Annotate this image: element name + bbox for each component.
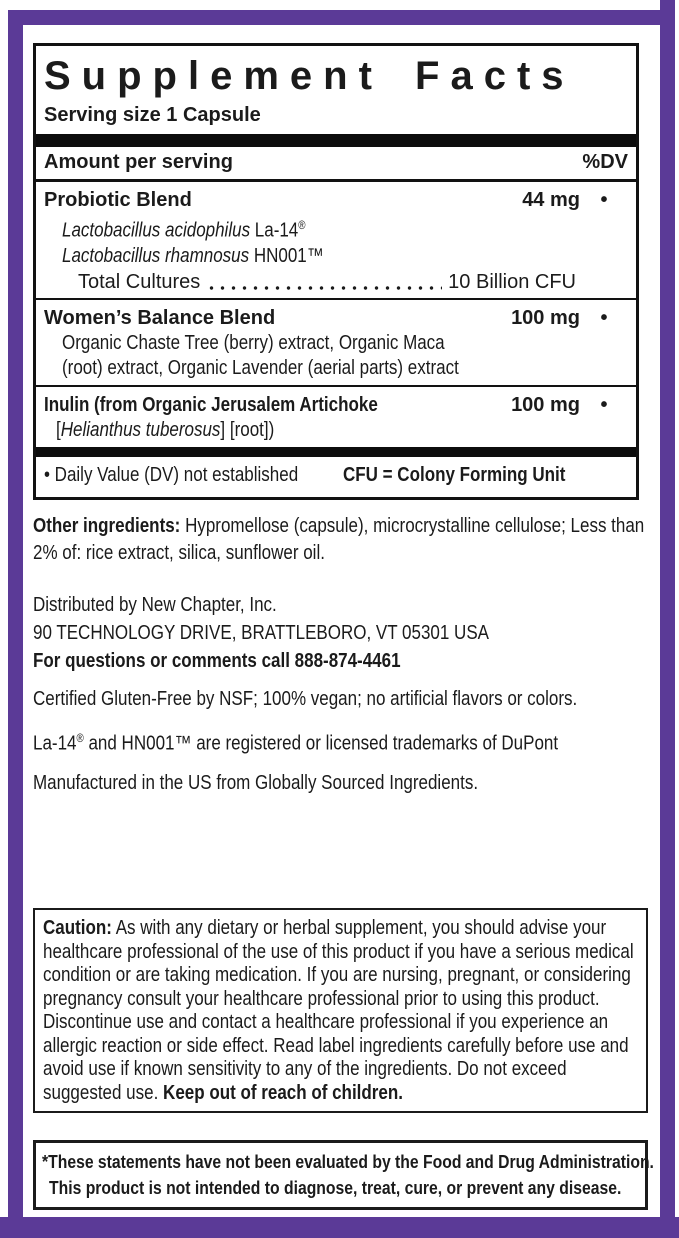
inulin-latin: Helianthus tuberosus	[60, 418, 221, 441]
row-inulin	[44, 387, 628, 447]
bracket-close: ] [root])	[220, 418, 275, 441]
distributor-address: 90 TECHNOLOGY DRIVE, BRATTLEBORO, VT 05301 USA	[33, 621, 490, 644]
divider-thick-top	[36, 134, 636, 147]
inulin-header	[44, 387, 628, 418]
total-cultures-value: 10 Billion CFU	[448, 270, 576, 293]
dv-header: %DV	[582, 151, 628, 173]
ingredient-dv: •	[600, 393, 608, 416]
species-strain: HN001™	[249, 244, 324, 267]
label-content	[33, 43, 648, 796]
trademark-pre: La-14	[33, 732, 77, 755]
certified-note: Certified Gluten-Free by NSF; 100% vegan; no artificial flavors or colors.	[33, 687, 578, 710]
species-line-2	[44, 244, 628, 269]
registered-mark: ®	[76, 731, 84, 745]
distributor-block	[33, 591, 648, 675]
row-womens-balance-blend	[44, 300, 628, 385]
total-cultures-line	[44, 269, 576, 298]
disclaimer-line-1: *These statements have not been evaluated by the Food and Drug Administration.	[42, 1151, 654, 1172]
ingredient-amount: 100 mg	[511, 393, 580, 416]
ingredient-name: Women’s Balance Blend	[44, 306, 276, 329]
amount-per-serving-header: Amount per serving	[44, 151, 233, 173]
other-ingredients-text: Hypromellose (capsule), microcrystalline cellulose; Less than 2% of: rice extract, silica, sunflower oil.	[33, 514, 645, 564]
footnote-row	[44, 457, 628, 491]
ingredient-name: Probiotic Blend	[44, 189, 192, 211]
trademark-post: and HN001™ are registered or licensed trademarks of DuPont	[83, 732, 559, 755]
ingredient-dv: •	[600, 306, 608, 329]
panel-title: Supplement Facts	[44, 54, 575, 98]
purple-frame-bottom	[0, 1217, 679, 1238]
cfu-definition: CFU = Colony Forming Unit	[343, 463, 566, 486]
dv-not-established: • Daily Value (DV) not established	[44, 463, 299, 486]
registered-mark: ®	[298, 219, 306, 232]
caution-label: Caution:	[43, 917, 112, 939]
bracket: [	[56, 418, 61, 441]
serving-size: Serving size 1 Capsule	[44, 104, 261, 126]
other-ingredients-label: Other ingredients:	[33, 514, 181, 537]
species-line-1	[44, 213, 628, 244]
row-probiotic-blend	[44, 182, 628, 298]
ingredient-dv: •	[600, 189, 608, 211]
species-strain: La-14	[250, 219, 299, 242]
caution-text	[43, 917, 638, 1105]
dot-leader	[206, 269, 442, 295]
species-latin: Lactobacillus acidophilus	[62, 219, 251, 242]
blend-desc-line-2: (root) extract, Organic Lavender (aerial parts) extract	[62, 356, 459, 379]
distributor-line-1: Distributed by New Chapter, Inc.	[33, 593, 277, 616]
ingredient-name	[44, 392, 511, 418]
manufactured-note: Manufactured in the US from Globally Sourced Ingredients.	[33, 772, 479, 795]
purple-frame-right	[660, 0, 675, 1220]
supplement-facts-panel	[33, 43, 639, 500]
blend-desc-line-1: Organic Chaste Tree (berry) extract, Organic Maca	[62, 331, 445, 354]
fda-disclaimer-box	[33, 1140, 654, 1210]
womens-header	[44, 300, 628, 331]
inulin-latin-line	[44, 418, 628, 447]
purple-frame-top	[8, 10, 675, 25]
disclaimer-line-2: This product is not intended to diagnose, treat, cure, or prevent any disease.	[49, 1177, 622, 1198]
inulin-rest: (from Organic Jerusalem Artichoke	[89, 393, 378, 416]
purple-frame-left	[8, 10, 23, 1220]
distributor-phone: For questions or comments call 888-874-4461	[33, 649, 401, 672]
probiotic-header	[44, 182, 628, 213]
caution-body: As with any dietary or herbal supplement, you should advise your healthcare professional of the use of this product if you have a serious medical condition or are taking medication. If you are nursing, pregnant, or considering pregnancy consult your healthcare professional prior to using this product. Discontinue use and contact a healthcare professional if you experience an allergic reaction or side effect. Read label ingredients carefully before use and avoid use if known sensitivity to any of the ingredients. Do not exceed suggested use.	[43, 917, 634, 1104]
ingredient-amount: 100 mg	[511, 306, 580, 329]
caution-bold-end: Keep out of reach of children.	[163, 1081, 403, 1104]
caution-box	[33, 908, 648, 1113]
inulin-bold: Inulin	[44, 393, 90, 416]
column-header-row	[44, 147, 628, 179]
total-cultures-label: Total Cultures	[78, 270, 201, 293]
other-ingredients	[33, 513, 648, 567]
trademarks-note	[33, 726, 648, 757]
ingredient-amount: 44 mg	[522, 189, 580, 211]
divider-thick-bottom	[36, 447, 636, 457]
species-latin: Lactobacillus rhamnosus	[62, 244, 250, 267]
